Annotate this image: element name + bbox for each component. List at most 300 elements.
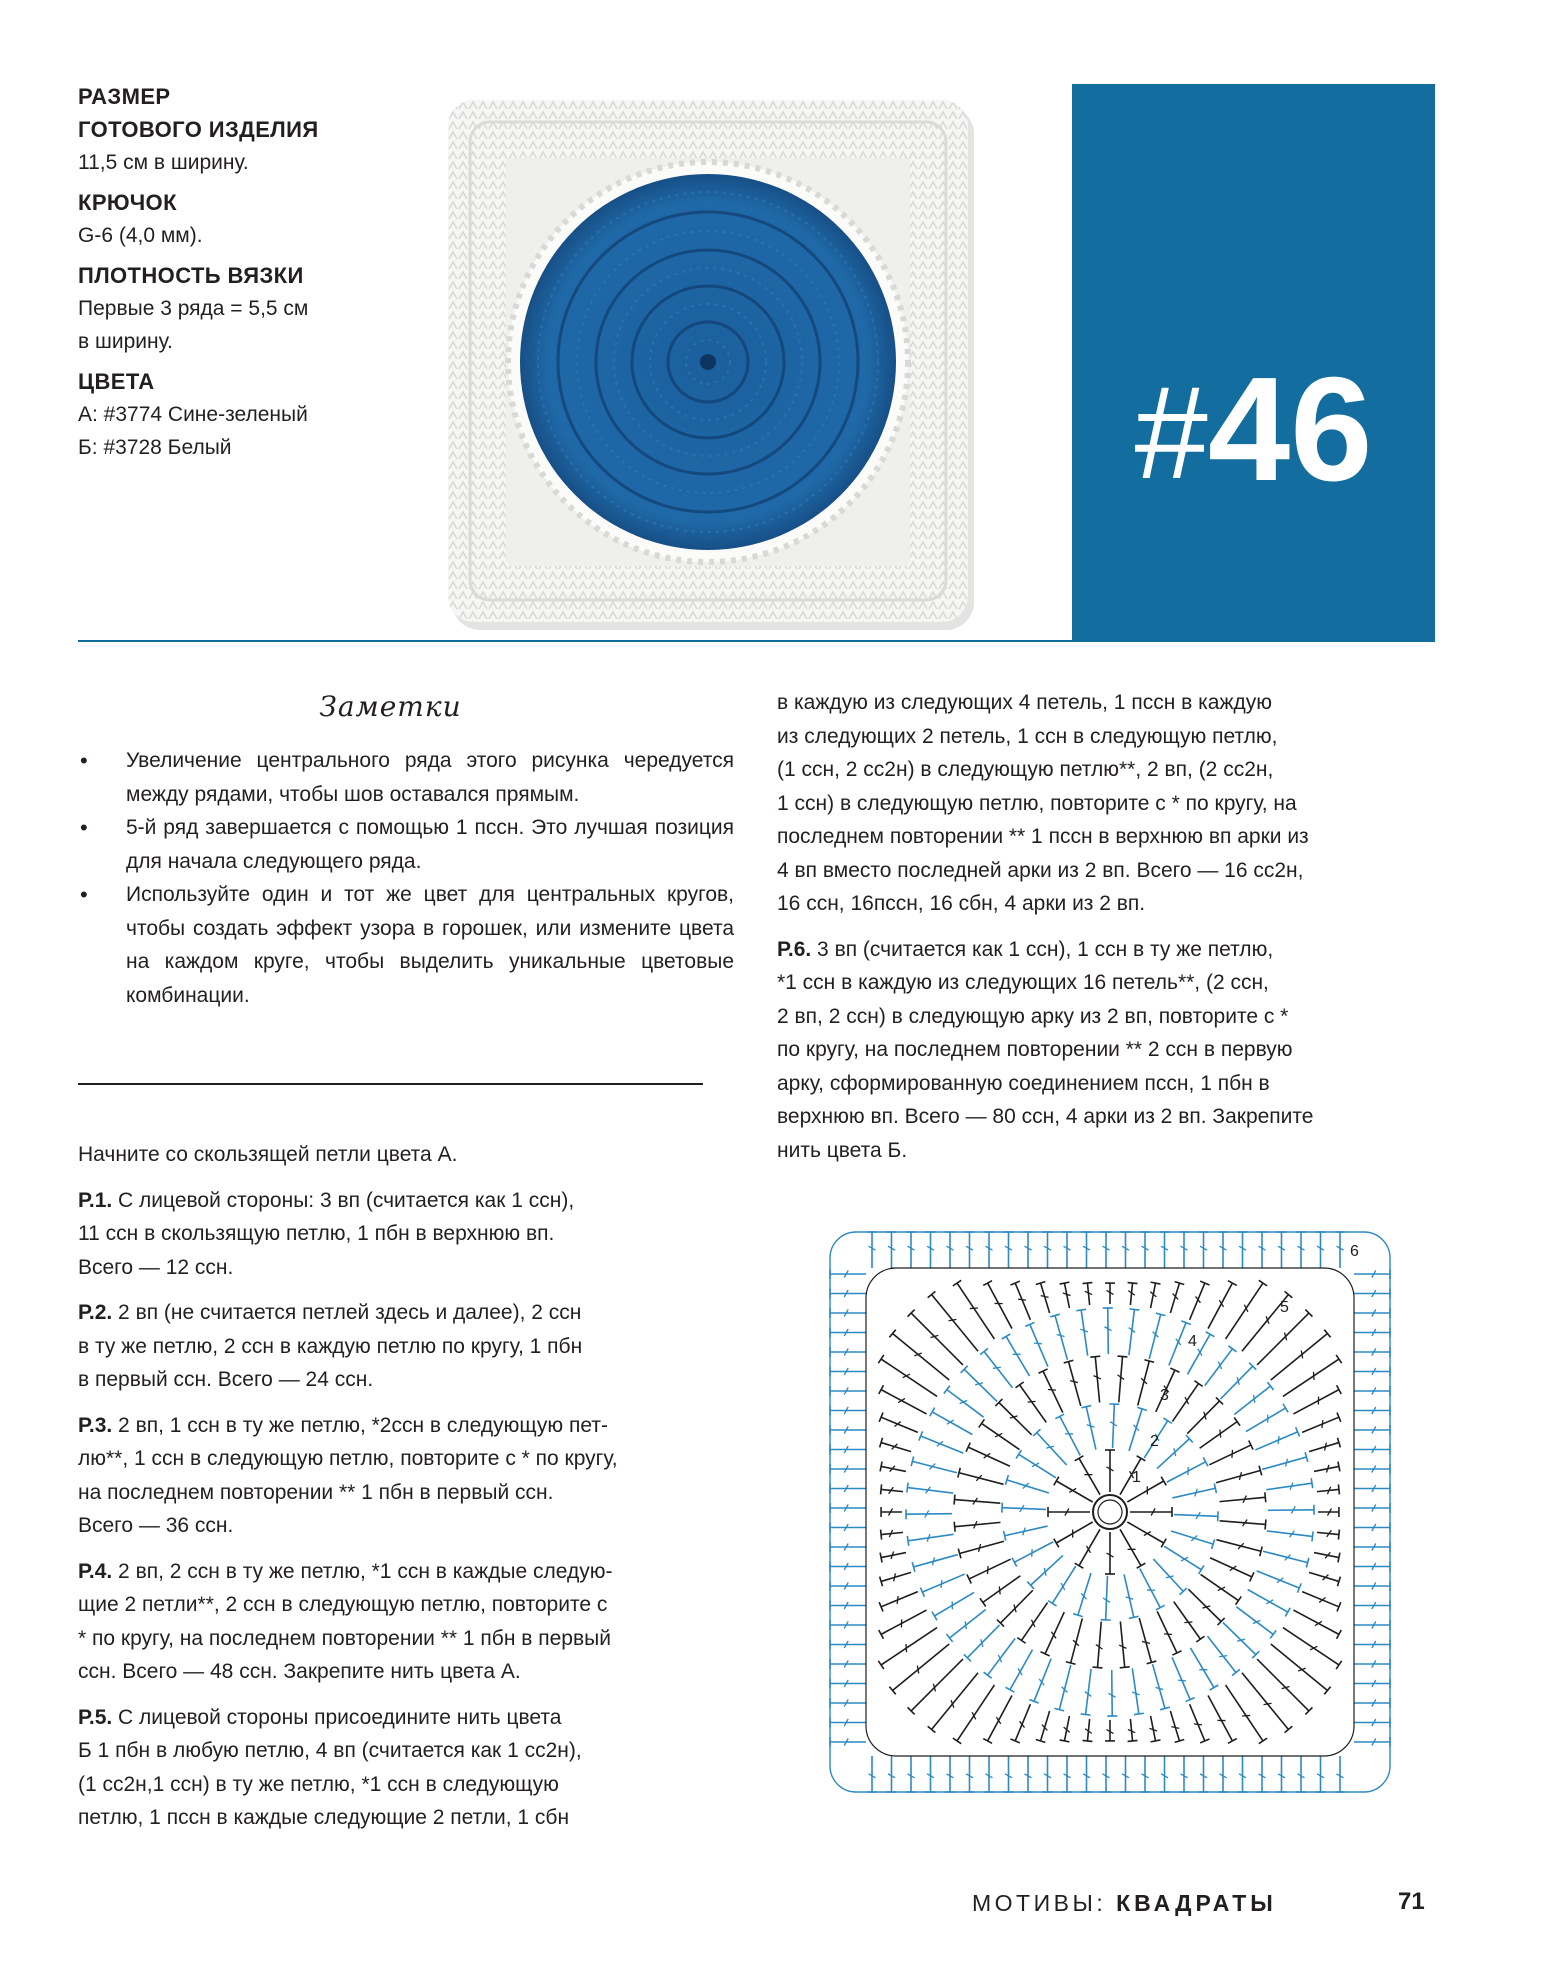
chart-stitch-r5-top bbox=[1259, 1738, 1267, 1744]
chart-stitch bbox=[1246, 1408, 1286, 1431]
spec-heading bbox=[78, 80, 438, 146]
chart-stitch-top bbox=[954, 1495, 955, 1505]
chart-stitch bbox=[1000, 1590, 1032, 1623]
round-number-label: 1 bbox=[1132, 1469, 1141, 1486]
chart-stitch bbox=[1149, 1314, 1160, 1359]
round-instruction bbox=[78, 1555, 758, 1689]
chart-stitch-r5-top bbox=[1082, 1740, 1092, 1741]
chart-stitch bbox=[1078, 1573, 1091, 1615]
pattern-digits: 46 bbox=[1207, 347, 1373, 512]
notes-title: Заметки bbox=[319, 690, 462, 723]
chart-stitch-r5 bbox=[881, 1417, 918, 1432]
chart-stitch bbox=[1169, 1323, 1186, 1366]
chart-stitch-r5-bar bbox=[906, 1644, 907, 1652]
instruction-line bbox=[777, 933, 1477, 967]
chart-stitch bbox=[921, 1436, 964, 1453]
chart-stitch-r5-top bbox=[1338, 1553, 1340, 1563]
chart-stitch-top bbox=[1076, 1309, 1086, 1310]
spec-value-line: в ширину. bbox=[78, 330, 173, 353]
chart-stitch-r5-top bbox=[880, 1553, 882, 1563]
instruction-line: последнем повторении ** 1 пссн в верхнюю вп арки из bbox=[777, 825, 1309, 848]
round-instruction bbox=[78, 1296, 758, 1397]
chart-stitch-r5 bbox=[881, 1610, 926, 1634]
spec-heading bbox=[78, 186, 438, 219]
chart-stitch-r5-bar bbox=[1041, 1296, 1049, 1298]
round-instruction bbox=[78, 1701, 758, 1835]
instruction-line: петлю, 1 пссн в каждые следующие 2 петли, 1 сбн bbox=[78, 1806, 570, 1829]
chart-stitch bbox=[1007, 1480, 1049, 1493]
chart-stitch-top bbox=[979, 1419, 985, 1427]
chart-stitch-top bbox=[1093, 1667, 1103, 1668]
chart-stitch-top bbox=[1016, 1450, 1021, 1458]
chart-stitch-bar bbox=[1174, 1448, 1176, 1456]
chart-stitch-r5-top bbox=[1338, 1530, 1339, 1540]
spec-heading-line: ЦВЕТА bbox=[78, 369, 155, 394]
chart-stitch-top bbox=[1054, 1539, 1059, 1548]
chart-stitch-r5-top bbox=[881, 1530, 882, 1540]
chart-stitch bbox=[947, 1390, 984, 1418]
chart-stitch-bar bbox=[1178, 1680, 1186, 1681]
chart-stitch bbox=[906, 1514, 952, 1515]
chart-stitch bbox=[1157, 1439, 1189, 1469]
chart-stitch bbox=[988, 1638, 1016, 1675]
round-text: 3 вп (считается как 1 ссн), 1 ссн в ту же петлю, bbox=[811, 937, 1274, 961]
chart-stitch-r5 bbox=[1257, 1313, 1309, 1365]
chart-stitch-r5 bbox=[911, 1313, 963, 1365]
chart-stitch bbox=[1056, 1481, 1092, 1502]
chart-stitch-r5-top bbox=[878, 1661, 884, 1669]
chart-stitch bbox=[1019, 1454, 1056, 1478]
round-number-label: 2 bbox=[1150, 1433, 1159, 1450]
chart-stitch-top bbox=[1163, 1418, 1171, 1423]
instruction-line: в ту же петлю, 2 ссн в каждую петлю по кругу, 1 пбн bbox=[78, 1334, 583, 1358]
chart-stitch-top bbox=[1267, 1382, 1273, 1390]
chart-stitch-r5 bbox=[1226, 1685, 1263, 1741]
chart-stitch-bar bbox=[1176, 1339, 1181, 1345]
chart-stitch bbox=[1021, 1603, 1047, 1641]
chart-stitch-r5 bbox=[1302, 1592, 1339, 1607]
instruction-line: 4 вп вместо последней арки из 2 вп. Всего — 16 сс2н, bbox=[777, 858, 1304, 882]
instruction-line: верхнюю вп. Всего — 80 ссн, 4 арки из 2 вп. Закрепите bbox=[777, 1105, 1314, 1128]
chart-stitch-top bbox=[980, 1348, 988, 1354]
chart-stitch-bar bbox=[965, 1621, 966, 1629]
round-instruction bbox=[777, 686, 1477, 921]
chart-stitch-top bbox=[1210, 1685, 1219, 1690]
chart-stitch bbox=[1220, 1497, 1266, 1501]
chart-stitch bbox=[950, 1610, 986, 1638]
chart-stitch bbox=[1108, 1308, 1109, 1354]
chart-stitch-r5 bbox=[1293, 1610, 1338, 1634]
footer-section-prefix: МОТИВЫ: bbox=[972, 1890, 1107, 1916]
chart-stitch-top bbox=[907, 1483, 908, 1493]
chart-stitch bbox=[1210, 1558, 1252, 1577]
chart-stitch-top bbox=[1137, 1456, 1146, 1461]
chart-stitch-r5-top bbox=[953, 1738, 961, 1744]
chart-stitch-bar bbox=[1048, 1389, 1056, 1390]
chart-stitch bbox=[1234, 1386, 1270, 1414]
chart-stitch bbox=[1188, 1589, 1221, 1621]
chart-stitch bbox=[1120, 1529, 1141, 1565]
chart-stitch bbox=[1220, 1521, 1266, 1525]
chart-stitch bbox=[1129, 1309, 1135, 1355]
chart-stitch bbox=[1248, 1590, 1288, 1613]
chart-stitch bbox=[984, 1352, 1012, 1388]
chart-stitch bbox=[1081, 1310, 1088, 1356]
spec-value-line: Б: #3728 Белый bbox=[78, 436, 232, 459]
granny-square-photo bbox=[448, 100, 978, 635]
chart-stitch bbox=[1031, 1555, 1063, 1585]
chart-stitch-r5-top bbox=[881, 1484, 882, 1494]
spec-value-line: Первые 3 ряда = 5,5 см bbox=[78, 297, 309, 320]
chart-stitch bbox=[999, 1402, 1032, 1434]
chart-stitch bbox=[1257, 1571, 1300, 1588]
chart-stitch-top bbox=[1137, 1563, 1146, 1568]
chart-stitch-top bbox=[932, 1612, 937, 1621]
chart-stitch-bar bbox=[1219, 1656, 1227, 1657]
chart-stitch bbox=[1174, 1515, 1218, 1517]
chart-stitch bbox=[1190, 1648, 1213, 1688]
chart-stitch-top bbox=[1017, 1638, 1025, 1644]
chart-stitch-bar bbox=[1034, 1343, 1042, 1344]
instruction-line: (1 сс2н,1 ссн) в ту же петлю, *1 ссн в следующую bbox=[78, 1772, 559, 1796]
instructions-left-column bbox=[78, 1138, 758, 1847]
chart-stitch-top bbox=[1120, 1667, 1130, 1668]
chart-stitch bbox=[959, 1473, 1004, 1485]
chart-stitch bbox=[983, 1576, 1020, 1603]
chart-stitch bbox=[967, 1625, 999, 1658]
footer-section-title bbox=[972, 1890, 1277, 1917]
chart-stitch-r5-top bbox=[1336, 1661, 1342, 1669]
round-number-label: 5 bbox=[1280, 1299, 1289, 1316]
chart-stitch-r5 bbox=[1015, 1283, 1030, 1320]
instruction-line: лю**, 1 ссн в следующую петлю, повторите с * по кругу, bbox=[78, 1447, 618, 1470]
chart-stitch bbox=[1069, 1362, 1081, 1406]
chart-stitch bbox=[1060, 1416, 1080, 1455]
chart-stitch bbox=[1014, 1542, 1053, 1562]
spec-value-line: G-6 (4,0 мм). bbox=[78, 224, 203, 247]
round-label: Р.3. bbox=[78, 1413, 113, 1437]
chart-stitch bbox=[912, 1461, 957, 1472]
chart-stitch bbox=[1208, 1636, 1236, 1672]
chart-stitch bbox=[955, 1522, 1001, 1526]
instruction-line: нить цвета Б. bbox=[777, 1138, 908, 1162]
chart-stitch bbox=[932, 1412, 972, 1435]
instruction-line bbox=[78, 1184, 758, 1218]
chart-stitch-top bbox=[1161, 1477, 1166, 1486]
chart-stitch-r5-bar bbox=[1264, 1703, 1272, 1704]
chart-stitch bbox=[1120, 1622, 1124, 1668]
chart-stitch bbox=[1113, 1404, 1115, 1448]
chart-stitch-r5-bar bbox=[948, 1319, 956, 1320]
chart-stitch-r5-top bbox=[1082, 1283, 1092, 1284]
chart-stitch-top bbox=[1311, 1478, 1312, 1488]
crochet-chart bbox=[820, 1222, 1400, 1802]
chart-stitch-bar bbox=[1277, 1578, 1283, 1583]
chart-stitch-r5 bbox=[1257, 1659, 1309, 1711]
chart-stitch bbox=[1129, 1409, 1142, 1451]
chart-stitch bbox=[914, 1555, 958, 1567]
chart-stitch-bar bbox=[1232, 1450, 1233, 1458]
chart-stitch bbox=[1055, 1316, 1067, 1360]
instruction-line: Б 1 пбн в любую петлю, 4 вп (считается как 1 сс2н), bbox=[78, 1739, 582, 1762]
chart-stitch-bar bbox=[1044, 1568, 1046, 1576]
chart-stitch-bar bbox=[1046, 1446, 1054, 1448]
chart-stitch bbox=[1037, 1433, 1067, 1465]
chart-stitch-bar bbox=[1184, 1622, 1192, 1623]
round-number-label: 6 bbox=[1350, 1243, 1359, 1260]
chart-stitch-top bbox=[930, 1408, 935, 1417]
spec-value bbox=[78, 398, 438, 464]
chart-stitch bbox=[1086, 1407, 1096, 1450]
chart-stitch-top bbox=[1283, 1404, 1288, 1413]
chart-stitch bbox=[922, 1574, 964, 1592]
chart-stitch-bar bbox=[1164, 1634, 1172, 1635]
chart-stitch-r5 bbox=[911, 1659, 963, 1711]
round-label: Р.1. bbox=[78, 1188, 113, 1212]
chart-stitch bbox=[1140, 1569, 1160, 1608]
chart-stitch-r5-bar bbox=[897, 1596, 898, 1604]
chart-stitch bbox=[960, 1541, 1004, 1553]
spec-value bbox=[78, 292, 438, 358]
instruction-line: на последнем повторении ** 1 пбн в первый ссн. bbox=[78, 1480, 554, 1504]
note-item: • 5-й ряд завершается с помощью 1 пссн. Это лучшая позиция для начала следующего ряда. bbox=[78, 811, 734, 878]
chart-stitch-top bbox=[1199, 1565, 1204, 1573]
chart-stitch-bar bbox=[1039, 1679, 1044, 1685]
chart-stitch-r5 bbox=[1170, 1283, 1179, 1313]
chart-stitch bbox=[1262, 1457, 1306, 1469]
round-text: 2 вп, 1 ссн в ту же петлю, *2ссн в следующую пет- bbox=[112, 1413, 608, 1437]
instruction-line: (1 ссн, 2 сс2н) в следующую петлю**, 2 вп, (2 сс2н, bbox=[777, 758, 1274, 781]
chart-stitch bbox=[1157, 1611, 1177, 1653]
round-number-label: 3 bbox=[1160, 1387, 1169, 1404]
chart-stitch-r5 bbox=[1041, 1711, 1050, 1741]
spec-value bbox=[78, 219, 438, 252]
chart-stitch-top bbox=[1232, 1669, 1240, 1675]
chart-stitch bbox=[982, 1423, 1020, 1449]
spec-heading-line: ГОТОВОГО ИЗДЕЛИЯ bbox=[78, 117, 319, 142]
chart-stitch-top bbox=[1090, 1356, 1100, 1357]
chart-stitch-top bbox=[1006, 1687, 1015, 1692]
instruction-line: *1 ссн в каждую из следующих 16 петель**, (2 ссн, bbox=[777, 971, 1269, 994]
chart-stitch-top bbox=[1214, 1483, 1216, 1493]
chart-stitch bbox=[1172, 1488, 1215, 1498]
round-text: С лицевой стороны: 3 вп (считается как 1 ссн), bbox=[112, 1188, 575, 1212]
instruction-line bbox=[78, 1555, 758, 1589]
chart-stitch bbox=[1034, 1659, 1051, 1702]
chart-stitch bbox=[1086, 1669, 1092, 1715]
chart-stitch-top bbox=[1134, 1713, 1144, 1714]
note-item: • Используйте один и тот же цвет для центральных кругов, чтобы создать эффект узора в горошек, или измените цвета на каждом круге, чтобы выделить уникальные цветовые комбинации. bbox=[78, 878, 734, 1012]
round-label: Р.2. bbox=[78, 1301, 113, 1324]
chart-stitch-top bbox=[1081, 1406, 1091, 1408]
chart-stitch-bar bbox=[937, 1441, 943, 1446]
instruction-line: 1 ссн) в следующую петлю, повторите с * по кругу, на bbox=[777, 791, 1297, 815]
instruction-line: 16 ссн, 16пссн, 16 сбн, 4 арки из 2 вп. bbox=[777, 892, 1146, 915]
chart-stitch-top bbox=[1236, 1596, 1242, 1604]
chart-stitch bbox=[1268, 1510, 1314, 1511]
round-text: С лицевой стороны присоедините нить цвета bbox=[112, 1705, 562, 1729]
chart-stitch-r5-top bbox=[1338, 1462, 1340, 1472]
chart-stitch bbox=[1095, 1357, 1099, 1403]
chart-stitch bbox=[934, 1592, 974, 1615]
chart-stitch bbox=[1174, 1602, 1201, 1639]
spec-heading-line: КРЮЧОК bbox=[78, 190, 177, 215]
instruction-line: по кругу, на последнем повторении ** 2 ссн в первую bbox=[777, 1038, 1293, 1061]
chart-stitch-r5 bbox=[988, 1695, 1012, 1740]
chart-stitch-top bbox=[944, 1386, 950, 1394]
chart-stitch bbox=[1153, 1559, 1183, 1591]
chart-stitch-r5 bbox=[1302, 1417, 1339, 1432]
chart-stitch bbox=[1267, 1531, 1313, 1537]
crochet-chart-svg bbox=[820, 1222, 1400, 1802]
chart-stitch-r5 bbox=[1208, 1283, 1232, 1328]
header-divider bbox=[78, 640, 1435, 642]
note-item: • Увеличение центрального ряда этого рисунка чередуется между рядами, чтобы шов оставался прямым. bbox=[78, 744, 734, 811]
specs-block bbox=[78, 80, 438, 471]
chart-stitch-r5-bar bbox=[1301, 1350, 1302, 1358]
round-label: Р.4. bbox=[78, 1559, 113, 1583]
chart-stitch-top bbox=[1194, 1381, 1202, 1387]
chart-stitch bbox=[1079, 1458, 1100, 1494]
chart-stitch-top bbox=[1002, 1334, 1011, 1339]
chart-stitch-top bbox=[1265, 1492, 1266, 1502]
chart-stitch bbox=[968, 1447, 1010, 1466]
instruction-line: ссн. Всего — 48 ссн. Закрепите нить цвета А. bbox=[78, 1660, 521, 1683]
chart-stitch bbox=[954, 1500, 1000, 1504]
chart-stitch bbox=[1124, 1574, 1134, 1617]
instruction-line: * по кругу, на последнем повторении ** 1 пбн в первый bbox=[78, 1626, 611, 1650]
chart-stitch bbox=[1119, 1356, 1123, 1402]
chart-stitch bbox=[1043, 1371, 1063, 1413]
chart-stitch bbox=[1172, 1384, 1198, 1422]
chart-stitch-bar bbox=[1028, 1401, 1036, 1402]
chart-stitch bbox=[1220, 1366, 1252, 1399]
magic-ring-inner bbox=[1098, 1500, 1122, 1524]
round-text: 2 вп, 2 ссн в ту же петлю, *1 ссн в каждые следую- bbox=[112, 1559, 613, 1583]
chart-stitch-r5-bar bbox=[1313, 1372, 1314, 1380]
chart-stitch-top bbox=[1075, 1456, 1084, 1461]
chart-stitch-r5-top bbox=[1151, 1740, 1161, 1742]
chart-stitch bbox=[1216, 1540, 1261, 1552]
instruction-line bbox=[78, 1409, 758, 1443]
chart-stitch-top bbox=[1048, 1601, 1056, 1606]
chart-stitch-r5 bbox=[881, 1359, 937, 1396]
chart-stitch-r5 bbox=[957, 1685, 994, 1741]
chart-stitch bbox=[1255, 1432, 1297, 1450]
chart-stitch bbox=[1005, 1526, 1048, 1536]
chart-stitch bbox=[1059, 1665, 1070, 1710]
spec-value-line: А: #3774 Сине-зеленый bbox=[78, 403, 308, 426]
chart-stitch-r5-top bbox=[1338, 1484, 1339, 1494]
chart-stitch bbox=[1164, 1546, 1201, 1570]
chart-stitch-bar bbox=[941, 1580, 942, 1588]
chart-stitch-top bbox=[1075, 1563, 1084, 1568]
chart-stitch bbox=[1071, 1618, 1083, 1663]
page-number: 71 bbox=[1398, 1888, 1425, 1915]
chart-stitch-r5-top bbox=[1128, 1283, 1138, 1284]
round-number-label: 4 bbox=[1188, 1333, 1197, 1350]
chart-stitch-bar bbox=[993, 1367, 1001, 1368]
chart-stitch bbox=[1223, 1622, 1256, 1654]
chart-stitch-r5-top bbox=[1060, 1282, 1070, 1284]
chart-stitch-top bbox=[1054, 1477, 1059, 1486]
chart-stitch-bar bbox=[987, 1566, 988, 1574]
chart-stitch bbox=[1205, 1349, 1233, 1386]
chart-stitch-r5-bar bbox=[1171, 1727, 1179, 1729]
chart-stitch bbox=[1171, 1531, 1213, 1544]
instruction-line bbox=[78, 1296, 758, 1330]
round-instruction bbox=[78, 1184, 758, 1285]
chart-stitch bbox=[1020, 1385, 1047, 1422]
chart-stitch-top bbox=[1206, 1332, 1215, 1337]
chart-stitch bbox=[1138, 1361, 1150, 1406]
chart-stitch bbox=[1167, 1462, 1206, 1482]
chart-stitch bbox=[1045, 1612, 1064, 1654]
chart-stitch-r5-top bbox=[878, 1355, 884, 1363]
chart-stitch-top bbox=[1228, 1346, 1236, 1352]
chart-stitch bbox=[1216, 1471, 1260, 1483]
chart-stitch-r5 bbox=[881, 1628, 937, 1665]
chart-stitch-top bbox=[1081, 1714, 1091, 1715]
round-text: 2 вп (не считается петлей здесь и далее), 2 ссн bbox=[112, 1301, 582, 1324]
instruction-line: Всего — 36 ссн. bbox=[78, 1514, 234, 1537]
chart-stitch-top bbox=[1285, 1608, 1290, 1617]
footer-section-name: КВАДРАТЫ bbox=[1116, 1890, 1277, 1916]
instruction-line: 11 ссн в скользящую петлю, 1 пбн в верхнюю вп. bbox=[78, 1222, 555, 1245]
chart-stitch-top bbox=[907, 1536, 908, 1546]
instruction-line: Всего — 12 ссн. bbox=[78, 1255, 234, 1279]
chart-stitch-r5 bbox=[881, 1390, 926, 1414]
chart-stitch-r5-top bbox=[880, 1462, 882, 1472]
chart-stitch bbox=[1010, 1650, 1033, 1690]
spec-heading-line: ПЛОТНОСТЬ ВЯЗКИ bbox=[78, 263, 304, 288]
chart-stitch-top bbox=[1312, 1531, 1313, 1541]
chart-stitch-r5 bbox=[1283, 1359, 1339, 1396]
spec-value bbox=[78, 146, 438, 179]
round-instruction bbox=[777, 933, 1477, 1168]
chart-stitch-top bbox=[1196, 1636, 1204, 1642]
chart-stitch-bar bbox=[1254, 1395, 1255, 1403]
instruction-line: 2 вп, 2 ссн) в следующую арку из 2 вп, повторите с * bbox=[777, 1004, 1289, 1028]
chart-stitch-r5-bar bbox=[970, 1308, 978, 1309]
instruction-line: в каждую из следующих 4 петель, 1 пссн в каждую bbox=[777, 691, 1272, 714]
chart-stitch-r5-bar bbox=[1242, 1715, 1250, 1716]
chart-stitch bbox=[1209, 1445, 1251, 1465]
notes-list bbox=[78, 744, 734, 1012]
chart-stitch-bar bbox=[1220, 1430, 1221, 1438]
chart-stitch bbox=[1030, 1324, 1048, 1366]
chart-stitch bbox=[1139, 1618, 1151, 1662]
chart-stitch-top bbox=[1129, 1309, 1139, 1310]
chart-stitch bbox=[1132, 1668, 1139, 1714]
chart-stitch-r5-top bbox=[953, 1280, 961, 1286]
chart-stitch-bar bbox=[1278, 1436, 1279, 1444]
chart-stitch-r5-bar bbox=[1325, 1443, 1327, 1451]
chart-stitch bbox=[1098, 1622, 1102, 1668]
round-label: Р.5. bbox=[78, 1705, 113, 1729]
chart-stitch bbox=[969, 1559, 1011, 1579]
chart-stitch-r5-top bbox=[1151, 1282, 1161, 1284]
round-instruction bbox=[78, 1409, 758, 1543]
instructions-right-column bbox=[777, 686, 1477, 1179]
pattern-number-box bbox=[1072, 84, 1435, 640]
spec-heading bbox=[78, 365, 438, 398]
chart-stitch bbox=[1200, 1422, 1237, 1449]
chart-stitch-r5-top bbox=[1128, 1740, 1138, 1741]
chart-stitch bbox=[1052, 1566, 1076, 1603]
chart-stitch-top bbox=[1270, 1630, 1276, 1638]
chart-stitch-r5 bbox=[881, 1443, 911, 1452]
